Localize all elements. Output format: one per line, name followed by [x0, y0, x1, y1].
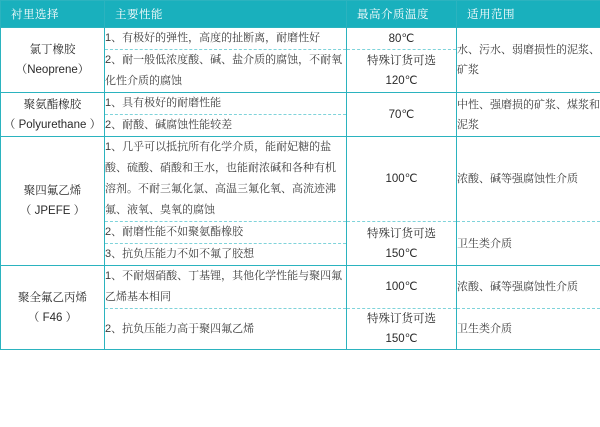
performance-text: 1、具有极好的耐磨性能 [105, 93, 347, 115]
lining-name-en: （ F46 ） [27, 311, 78, 324]
table-row [1, 28, 600, 50]
temperature-value: 70℃ [347, 93, 457, 137]
lining-name-ptfe [1, 137, 105, 266]
column-header-lining: 衬里选择 [1, 1, 105, 28]
temperature-option-value: 150℃ [385, 333, 418, 345]
table-row [1, 137, 600, 222]
table-row [1, 93, 600, 115]
application-range-text: 水、污水、弱磨损性的泥浆、矿浆 [457, 28, 600, 93]
performance-text: 2、耐酸、碱腐蚀性能较差 [105, 115, 347, 137]
performance-text: 1、不耐烟硝酸、丁基锂，其他化学性能与聚四氟乙烯基本相同 [105, 266, 347, 309]
temperature-value [347, 309, 457, 350]
temperature-value [347, 222, 457, 266]
application-range-text: 卫生类介质 [457, 309, 600, 350]
lining-name-cn: 聚全氟乙丙烯 [18, 291, 87, 304]
temperature-value [347, 50, 457, 93]
lining-name-cn: 氯丁橡胶 [29, 44, 76, 56]
header-row [1, 1, 600, 28]
performance-text: 2、耐一般低浓度酸、碱、盐介质的腐蚀，不耐氧化性介质的腐蚀 [105, 50, 347, 93]
temperature-option-label: 特殊订货可选 [367, 227, 436, 240]
lining-name-neoprene [1, 28, 105, 93]
performance-text: 1、有极好的弹性，高度的扯断离，耐磨性好 [105, 28, 347, 50]
column-header-application-range: 适用范围 [457, 1, 600, 28]
temperature-option-value: 150℃ [385, 247, 418, 260]
temperature-value: 100℃ [347, 266, 457, 309]
lining-name-cn: 聚四氟乙烯 [23, 185, 82, 197]
lining-name-cn: 聚氨酯橡胶 [23, 98, 82, 111]
performance-text: 2、抗负压能力高于聚四氟乙烯 [105, 309, 347, 350]
temperature-value: 100℃ [347, 137, 457, 222]
lining-name-polyurethane [1, 93, 105, 137]
application-range-text: 浓酸、碱等强腐蚀性介质 [457, 266, 600, 309]
table-body [1, 28, 600, 350]
performance-text: 2、耐磨性能不如聚氨酯橡胶 [105, 222, 347, 244]
application-range-text: 中性、强磨损的矿浆、煤浆和泥浆 [457, 93, 600, 137]
temperature-option-label: 特殊订货可选 [367, 313, 436, 325]
temperature-option-value: 120℃ [385, 75, 418, 87]
column-header-max-temperature: 最高介质温度 [347, 1, 457, 28]
lining-name-fep [1, 266, 105, 350]
table-row [1, 266, 600, 309]
lining-name-en: （Neoprene） [15, 64, 90, 76]
application-range-text: 卫生类介质 [457, 222, 600, 266]
temperature-value: 80℃ [347, 28, 457, 50]
column-header-performance: 主要性能 [105, 1, 347, 28]
table-header [1, 1, 600, 28]
performance-text: 1、几乎可以抵抗所有化学介质，能耐妃糖的盐酸、硫酸、硝酸和王水，也能耐浓碱和各种有机溶剂。不耐三氟化氯、高温三氟化氧、高流迹沸氟、液氧、臭氧的腐蚀 [105, 137, 347, 222]
lining-name-en: （ Polyurethane ） [3, 118, 102, 131]
lining-name-en: （ JPEFE ） [19, 205, 86, 217]
temperature-option-label: 特殊订货可选 [367, 55, 436, 67]
application-range-text: 浓酸、碱等强腐蚀性介质 [457, 137, 600, 222]
performance-text: 3、抗负压能力不如不氟了胶想 [105, 244, 347, 266]
